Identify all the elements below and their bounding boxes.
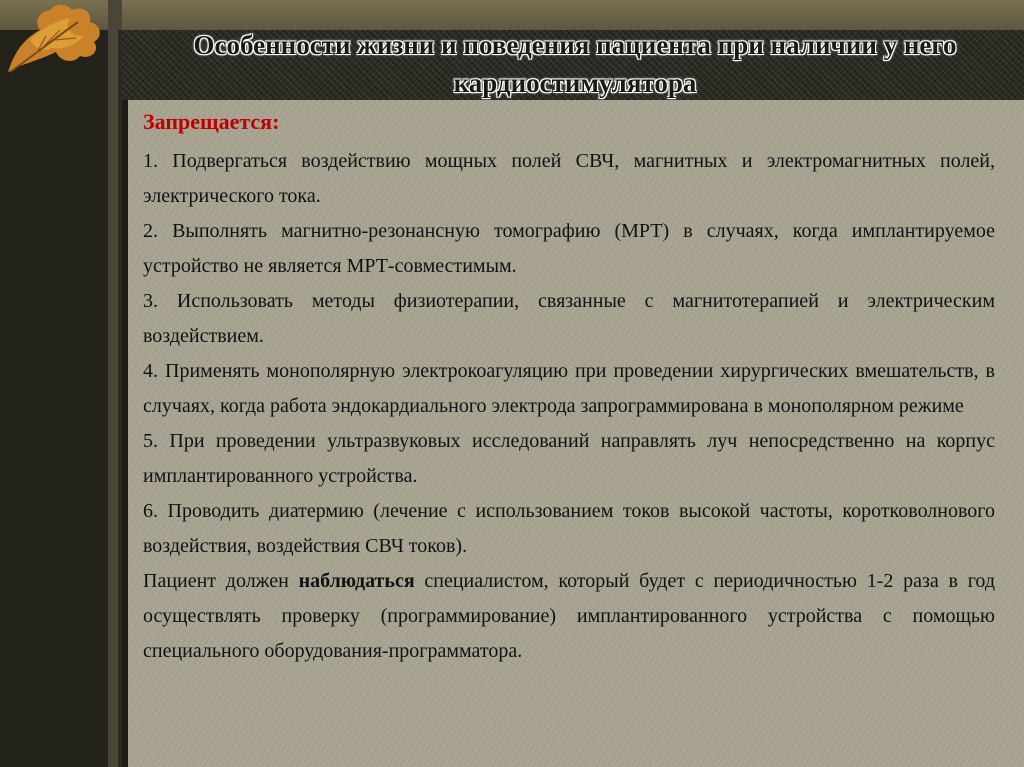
list-item: 2. Выполнять магнитно-резонансную томографию (МРТ) в случаях, когда имплантируемое устройство не является МРТ-совместимым. — [143, 220, 995, 277]
list-item: 3. Использовать методы физиотерапии, связанные с магнитотерапией и электрическим воздействием. — [143, 290, 995, 347]
closing-text-end: специалистом, который будет с периодичностью 1-2 раза в год осуществлять проверку (программирование) имплантированного устройства с помощью специального оборудования-программатора. — [143, 570, 995, 662]
list-item: 5. При проведении ультразвуковых исследований направлять луч непосредственно на корпус имплантированного устройства. — [143, 430, 995, 487]
slide-body — [143, 104, 995, 669]
closing-paragraph — [143, 564, 995, 669]
closing-emphasis: наблюдаться — [298, 570, 415, 592]
autumn-leaf-icon — [0, 0, 118, 80]
list-item: 6. Проводить диатермию (лечение с использованием токов высокой частоты, коротковолнового воздействия, воздействия СВЧ токов). — [143, 500, 995, 557]
list-item: 4. Применять монополярную электрокоагуляцию при проведении хирургических вмешательств, в случаях, когда работа эндокардиального электрода запрограммирована в монополярном режиме — [143, 360, 995, 417]
forbidden-heading: Запрещается: — [143, 109, 280, 134]
left-dark-column — [0, 30, 108, 767]
list-item: 1. Подвергаться воздействию мощных полей СВЧ, магнитных и электромагнитных полей, электрического тока. — [143, 150, 995, 207]
slide-title: Особенности жизни и поведения пациента при наличии у него кардиостимулятора — [193, 30, 957, 98]
closing-text-start: Пациент должен — [143, 570, 299, 592]
column-edge-shadow — [118, 30, 122, 767]
